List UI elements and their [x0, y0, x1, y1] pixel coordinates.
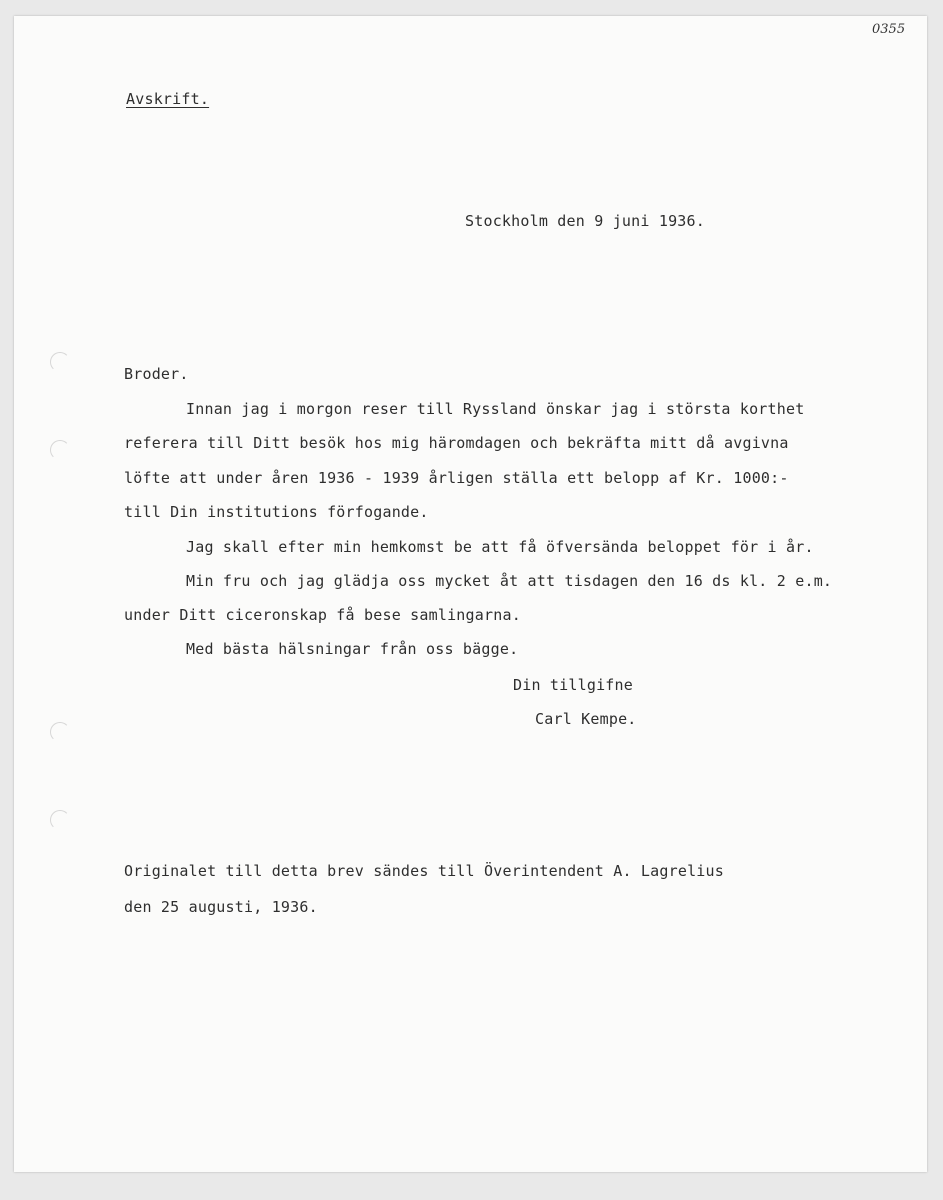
- dateline: Stockholm den 9 juni 1936.: [465, 212, 705, 230]
- body-line: Min fru och jag glädja oss mycket åt att tisdagen den 16 ds kl. 2 e.m.: [186, 572, 833, 590]
- punch-hole: [50, 440, 70, 460]
- punch-hole: [50, 722, 70, 742]
- footnote-line: Originalet till detta brev sändes till Överintendent A. Lagrelius: [124, 862, 724, 880]
- page-number: 0355: [872, 22, 906, 37]
- punch-hole: [50, 810, 70, 830]
- heading: Avskrift.: [126, 90, 210, 108]
- body-line: Med bästa hälsningar från oss bägge.: [186, 640, 519, 658]
- body-line: referera till Ditt besök hos mig häromdagen och bekräfta mitt då avgivna: [124, 434, 789, 452]
- signature: Carl Kempe.: [535, 710, 637, 728]
- closing: Din tillgifne: [513, 676, 633, 694]
- body-line: till Din institutions förfogande.: [124, 503, 429, 521]
- body-line: Jag skall efter min hemkomst be att få öfversända beloppet för i år.: [186, 538, 814, 556]
- footnote-line: den 25 augusti, 1936.: [124, 898, 318, 916]
- salutation: Broder.: [124, 365, 189, 383]
- punch-hole: [50, 352, 70, 372]
- body-line: Innan jag i morgon reser till Ryssland önskar jag i största korthet: [186, 400, 805, 418]
- body-line: under Ditt ciceronskap få bese samlingarna.: [124, 606, 521, 624]
- body-line: löfte att under åren 1936 - 1939 årligen ställa ett belopp af Kr. 1000:-: [124, 469, 789, 487]
- document-page: [14, 16, 927, 1172]
